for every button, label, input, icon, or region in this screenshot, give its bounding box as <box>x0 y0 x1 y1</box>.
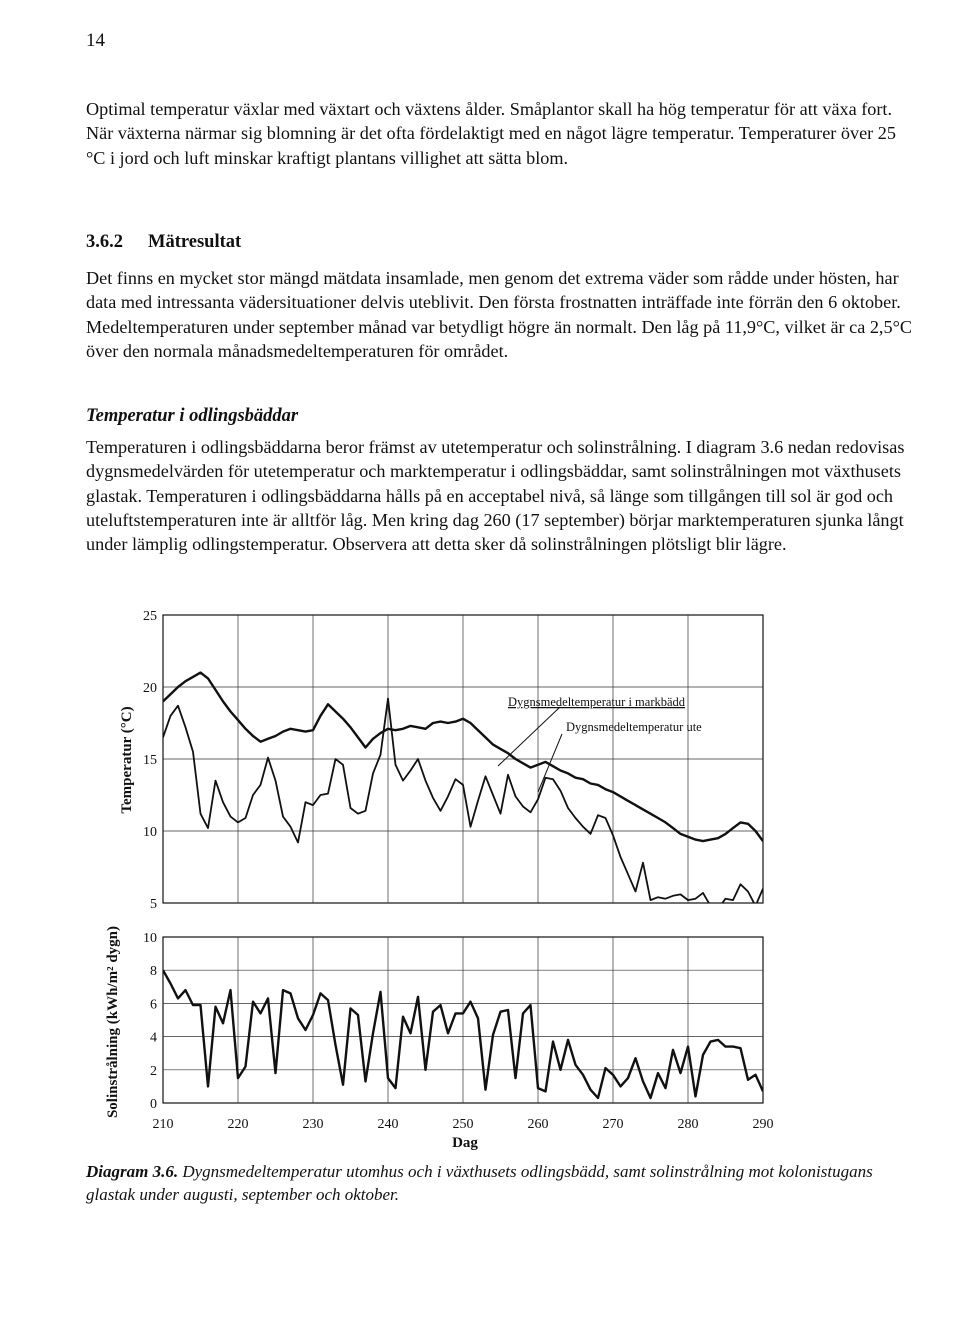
section-paragraph: Det finns en mycket stor mängd mätdata insamlade, men genom det extrema väder som rådde under hösten, har data med intressanta vädersituationer delvis uteblivit. Den första frostnatten inträffade inte förrän den 6 oktober. Medeltemperaturen under september månad var betydligt högre än normalt. Den låg på 11,9°C, vilket är ca 2,5°C över den normala månadsmedeltemperaturen för området. <box>86 268 912 361</box>
section-number: 3.6.2 <box>86 232 123 252</box>
y-tick-label: 4 <box>150 1030 157 1046</box>
y-tick-label: 5 <box>150 897 157 912</box>
solar-y-ticks <box>143 931 157 1112</box>
x-tick-label: 270 <box>602 1117 624 1132</box>
page-number: 14 <box>86 30 105 51</box>
temperature-y-ticks <box>143 609 157 912</box>
solar-grid <box>163 937 763 1103</box>
temperature-legend <box>498 695 702 792</box>
x-tick-label: 250 <box>452 1117 474 1132</box>
legend-label-markbadd: Dygnsmedeltemperatur i markbädd <box>508 695 686 709</box>
y-tick-label: 0 <box>150 1097 157 1112</box>
x-tick-label: 210 <box>152 1117 174 1132</box>
x-tick-label: 280 <box>677 1117 699 1132</box>
x-tick-label: 240 <box>377 1117 399 1132</box>
solar-x-ticks <box>153 1117 774 1132</box>
legend-leader-line-markbadd <box>498 707 560 766</box>
y-tick-label: 2 <box>150 1063 157 1079</box>
temperature-chart <box>119 609 763 912</box>
solar-y-axis-label: Solinstrålning (kWh/m² dygn) <box>105 925 121 1119</box>
x-tick-label: 220 <box>227 1117 249 1132</box>
temperature-y-axis-label: Temperatur (°C) <box>119 706 135 814</box>
solar-x-axis-label: Dag <box>452 1135 478 1151</box>
y-tick-label: 8 <box>150 964 157 980</box>
diagram-caption <box>86 1161 916 1206</box>
y-tick-label: 25 <box>143 609 157 624</box>
solar-radiation-chart <box>105 926 774 1151</box>
y-tick-label: 10 <box>143 825 157 840</box>
x-tick-label: 290 <box>752 1117 774 1132</box>
y-tick-label: 10 <box>143 931 157 946</box>
x-tick-label: 230 <box>302 1117 324 1132</box>
legend-label-ute: Dygnsmedeltemperatur ute <box>566 720 702 734</box>
caption-label: Diagram 3.6. <box>86 1162 179 1181</box>
caption-text: Dygnsmedeltemperatur utomhus och i växthusets odlingsbädd, samt solinstrålning mot kolonistugans glastak under augusti, september och oktober. <box>86 1162 873 1204</box>
subsection-heading: Temperatur i odlingsbäddar <box>86 406 299 426</box>
y-tick-label: 20 <box>143 681 157 696</box>
section-title: Mätresultat <box>148 232 242 252</box>
subsection-paragraph: Temperaturen i odlingsbäddarna beror främst av utetemperatur och solinstrålning. I diagram 3.6 nedan redovisas dygnsmedelvärden för utetemperatur och marktemperatur i odlingsbäddar, samt solinstrålningen mot växthusets glastak. Temperaturen i odlingsbäddarna hålls på en acceptabel nivå, så länge som tillgången till sol är god och uteluftstemperaturen inte är alltför låg. Men kring dag 260 (17 september) börjar marktemperaturen sjunka långt under lämplig odlingstemperatur. Observera att detta sker då solinstrålningen plötsligt blir lägre. <box>86 437 905 555</box>
temperature-grid <box>163 615 763 903</box>
intro-paragraph: Optimal temperatur växlar med växtart och växtens ålder. Småplantor skall ha hög temperatur för att växa fort. När växterna närmar sig blomning är det ofta fördelaktigt med en något lägre temperatur. Temperaturer över 25 °C i jord och luft minskar kraftigt plantans villighet att sätta blom. <box>86 99 896 168</box>
x-tick-label: 260 <box>527 1117 549 1132</box>
y-tick-label: 15 <box>143 753 157 768</box>
y-tick-label: 6 <box>150 997 157 1013</box>
